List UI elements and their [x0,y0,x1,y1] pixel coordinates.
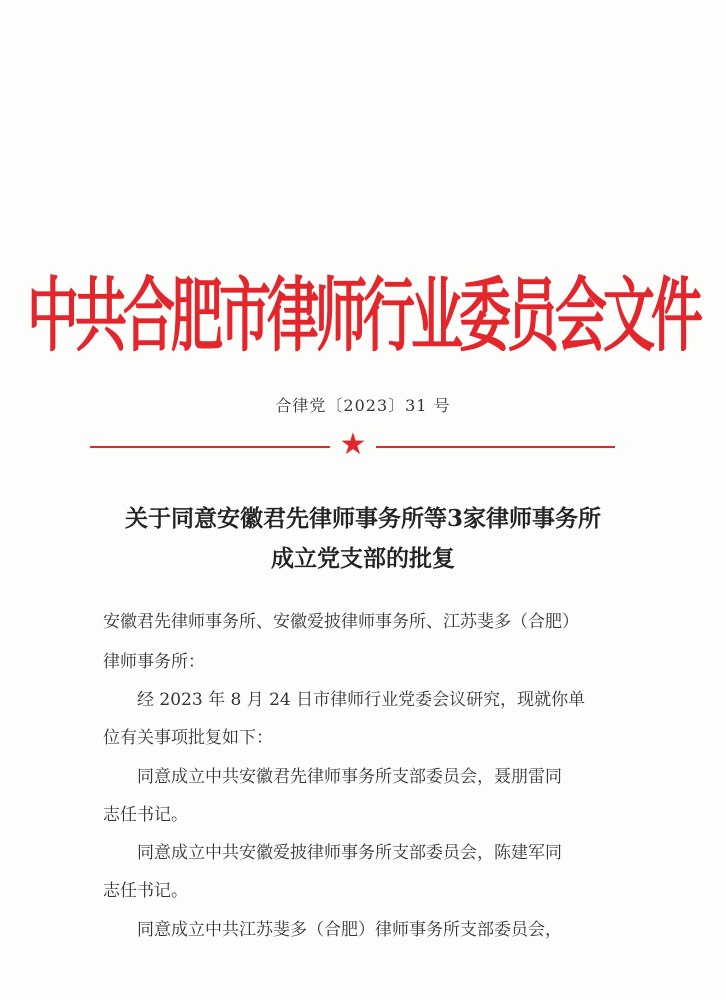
org-header-title: 中共合肥市律师行业委员会文件 [26,270,699,364]
divider-line-left [90,446,330,448]
paragraph-1-line-2: 位有关事项批复如下： [103,728,273,748]
star-icon: ★ [339,427,367,462]
divider-line-right [376,446,615,448]
document-title-line-2: 成立党支部的批复 [271,545,455,572]
document-number: 合律党〔2023〕31 号 [275,396,451,415]
paragraph-2-line-1: 同意成立中共安徽君先律师事务所支部委员会，聂朋雷同 [137,767,562,787]
paragraph-4-line-1: 同意成立中共江苏斐多（合肥）律师事务所支部委员会， [137,920,562,940]
red-divider [90,427,615,462]
document-title-line-1: 关于同意安徽君先律师事务所等3家律师事务所 [124,505,601,532]
paragraph-2-line-2: 志任书记。 [103,805,188,825]
paragraph-3-line-1: 同意成立中共安徽爱披律师事务所支部委员会，陈建军同 [137,843,562,863]
addressee-line-2: 律师事务所： [103,652,205,672]
addressee-line-1: 安徽君先律师事务所、安徽爱披律师事务所、江苏斐多（合肥） [103,612,579,632]
paragraph-1-line-1: 经 2023 年 8 月 24 日市律师行业党委会议研究，现就你单 [137,690,586,710]
paragraph-3-line-2: 志任书记。 [103,881,188,901]
